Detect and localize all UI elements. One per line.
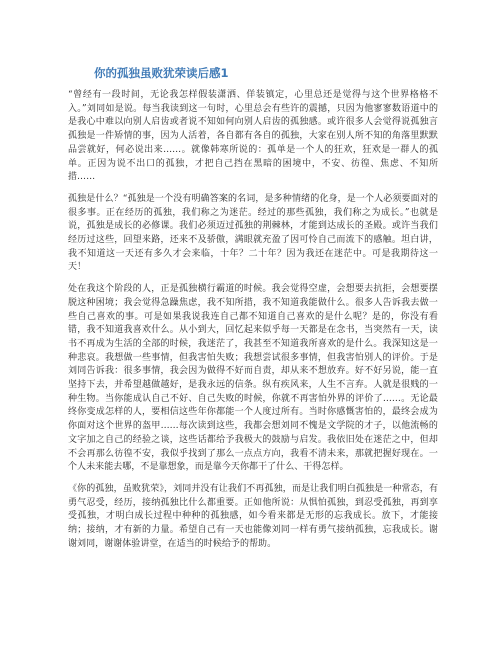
paragraph-4: 《你的孤独，虽败犹荣》，刘同并没有让我们不再孤独，而是让我们明白孤独是一种常态，有勇气忍受，经历，接纳孤独比什么都重要。正如他所说：从惧怕孤独，到忍受孤独，再到享受孤独，才明白成长过程中种种的孤独感，如今看来都是无形的忘我成长。放下，才能接纳；接纳，才有新的力量。希望自己有一天也能像刘同一样有勇气接纳孤独，忘我成长。谢谢刘同，谢谢体验讲堂，在适当的时候给予的帮助。	[68, 483, 438, 549]
paragraph-2: 孤独是什么？“孤独是一个没有明确答案的名词，是多种情绪的化身，是一个人必须要面对的很多事。正在经历的孤独，我们称之为迷茫。经过的那些孤独，我们称之为成长。”也就是说，孤独是成长的必修课。我们必须迈过孤独的荆棘林，才能到达成长的圣殿。或许当我们经历过这些，回望来路，还来不及骄傲，满眼就充盈了因可怜自己而流下的感触。坦白讲，我不知道这一天还有多久才会来临，十年？二十年？因为我还在迷茫中。可是我期待这一天！	[68, 193, 438, 273]
document-title: 你的孤独虽败犹荣读后感1	[94, 66, 229, 80]
paragraph-1: “曾经有一段时间，无论我怎样假装潇洒、佯装镇定，心里总还是觉得与这个世界格格不入。”刘同如是说。每当我读到这一句时，心里总会有些许的震撼，只因为他寥寥数语道中的是我心中难以向别人启齿或者说不知如何向别人启齿的孤独感。或许很多人会觉得说孤独言孤独是一件矫情的事，因为人活着，各自都有各自的孤独，大家在别人所不知的角落里默默品尝就好，何必说出来……。就像韩寒所说的：孤单是一个人的狂欢，狂欢是一群人的孤单。正因为说不出口的孤独，才把自己挡在黑暗的困境中，不安、彷徨、焦虑、不知所措……	[68, 90, 438, 183]
paragraph-3: 处在我这个阶段的人，正是孤独横行霸道的时候。我会觉得空虚，会想要去抗拒，会想要摆脱这种困境；我会觉得急躁焦虑，我不知所措，我不知道我能做什么。很多人告诉我去做一些自己喜欢的事。可是如果我说我连自己都不知道自己喜欢的是什么呢？是的，你没有看错，我不知道我喜欢什么。从小到大，回忆起来似乎每一天都是在念书，当突然有一天，读书不再成为生活的全部的时候，我迷茫了，我甚至不知道我所喜欢的是什么。我深知这是一种悲哀。我想做一些事情，但我害怕失败；我想尝试很多事情，但我害怕别人的评价。于是刘同告诉我：很多事情，我会因为做得不好而自责，却从来不想放弃。好不好另说，能一直坚持下去，并希望越做越好，是我永远的信条。纵有疾风来，人生不言弃。人就是很贱的一种生物。当你能成认自己不好、自己失败的时候，你就不再害怕外界的评价了……。无论最终你变成怎样的人，要相信这些年你都能一个人度过所有。当时你感慨害怕的，最终会成为你面对这个世界的盔甲……每次读到这些，我都会想刘同不愧是文学院的才子，以他流畅的文字加之自己的经验之谈，这些话都给予我极大的鼓励与启发。我依旧处在迷茫之中，但却不会再那么彷徨不安，我似乎找到了那么一点点方向，我看不清未来，那就把握好现在。一个人未来能去哪，不是靠想象，而是靠今天你都干了什么、干得怎样。	[68, 284, 438, 473]
